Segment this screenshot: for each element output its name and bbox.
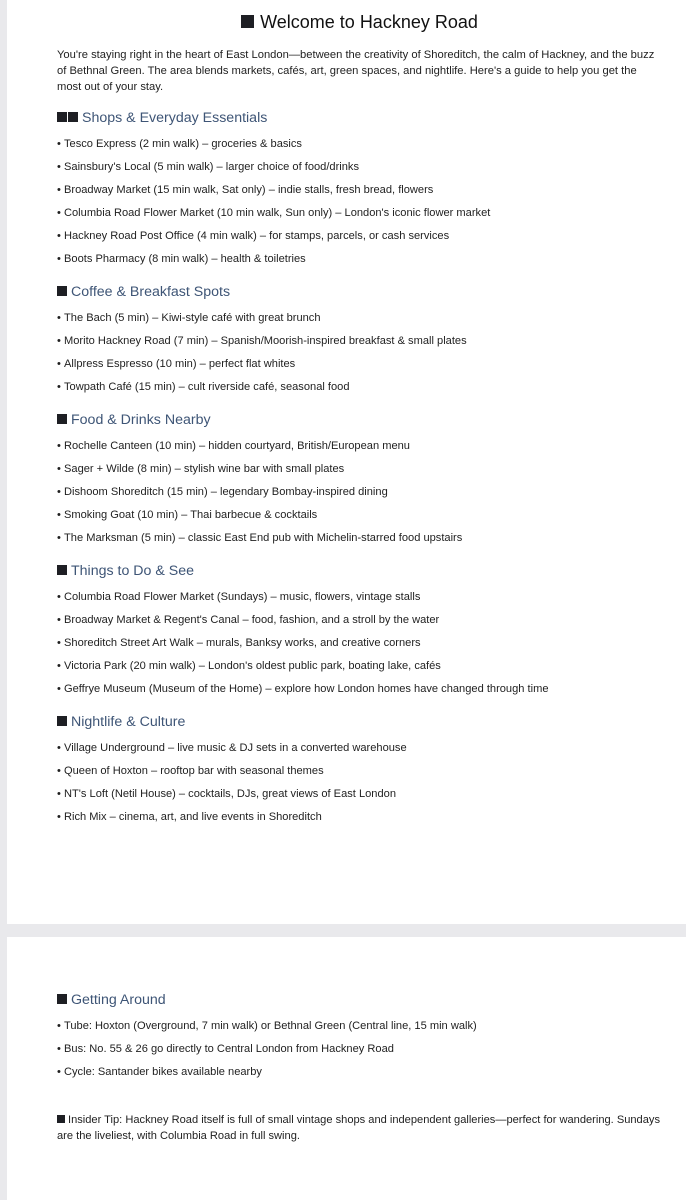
list-item-text: Bus: No. 55 & 26 go directly to Central London from Hackney Road xyxy=(64,1043,394,1055)
list-item-text: Rich Mix – cinema, art, and live events in Shoreditch xyxy=(64,811,322,823)
section-getting-around xyxy=(57,991,662,1084)
list-item xyxy=(57,609,662,632)
bullet: • xyxy=(57,381,61,393)
bullet: • xyxy=(57,811,61,823)
black-square-icon xyxy=(57,414,67,424)
list-item xyxy=(57,737,662,760)
list-item-text: Rochelle Canteen (10 min) – hidden courtyard, British/European menu xyxy=(64,440,410,452)
list-item-text: Allpress Espresso (10 min) – perfect flat whites xyxy=(64,358,296,370)
list-item-text: Morito Hackney Road (7 min) – Spanish/Moorish-inspired breakfast & small plates xyxy=(64,335,467,347)
list-item-text: Victoria Park (20 min walk) – London's oldest public park, boating lake, cafés xyxy=(64,660,441,672)
list-item xyxy=(57,179,662,202)
page-title-text: Welcome to Hackney Road xyxy=(260,12,478,32)
list-item xyxy=(57,156,662,179)
list-item-text: Boots Pharmacy (8 min walk) – health & toiletries xyxy=(64,253,306,265)
list-item-text: Broadway Market (15 min walk, Sat only) – indie stalls, fresh bread, flowers xyxy=(64,184,434,196)
section-heading-text: Shops & Everyday Essentials xyxy=(82,110,268,126)
section-nightlife xyxy=(57,713,662,829)
list-item-text: Geffrye Museum (Museum of the Home) – explore how London homes have changed through time xyxy=(64,683,549,695)
section-things-to-do xyxy=(57,562,662,701)
section-food-drinks xyxy=(57,411,662,550)
bullet: • xyxy=(57,509,61,521)
list-item xyxy=(57,783,662,806)
list-item-text: Cycle: Santander bikes available nearby xyxy=(64,1066,262,1078)
bullet: • xyxy=(57,230,61,242)
list-item-text: Smoking Goat (10 min) – Thai barbecue & cocktails xyxy=(64,509,318,521)
section-heading xyxy=(57,713,662,731)
bullet: • xyxy=(57,486,61,498)
bullet: • xyxy=(57,788,61,800)
black-square-icon xyxy=(57,716,67,726)
list-item-text: Columbia Road Flower Market (10 min walk, Sun only) – London's iconic flower market xyxy=(64,207,491,219)
bullet: • xyxy=(57,253,61,265)
list-item-text: Dishoom Shoreditch (15 min) – legendary Bombay-inspired dining xyxy=(64,486,388,498)
list-item xyxy=(57,481,662,504)
bullet: • xyxy=(57,742,61,754)
black-square-icon xyxy=(57,286,67,296)
item-list xyxy=(57,307,662,399)
section-shops xyxy=(57,109,662,271)
insider-tip xyxy=(57,1112,662,1144)
bullet: • xyxy=(57,161,61,173)
bullet: • xyxy=(57,683,61,695)
bullet: • xyxy=(57,637,61,649)
black-square-icon xyxy=(57,1115,65,1123)
list-item xyxy=(57,760,662,783)
list-item-text: The Bach (5 min) – Kiwi-style café with great brunch xyxy=(64,312,321,324)
list-item xyxy=(57,1061,662,1084)
list-item-text: Village Underground – live music & DJ sets in a converted warehouse xyxy=(64,742,407,754)
black-square-icon xyxy=(57,112,67,122)
section-heading xyxy=(57,562,662,580)
bullet: • xyxy=(57,138,61,150)
section-heading-text: Food & Drinks Nearby xyxy=(71,412,211,428)
list-item xyxy=(57,307,662,330)
item-list xyxy=(57,435,662,550)
bullet: • xyxy=(57,463,61,475)
section-heading-text: Getting Around xyxy=(71,992,166,1008)
bullet: • xyxy=(57,1043,61,1055)
black-square-icon xyxy=(241,15,254,28)
bullet: • xyxy=(57,184,61,196)
section-heading xyxy=(57,109,662,127)
list-item xyxy=(57,202,662,225)
list-item-text: Sainsbury's Local (5 min walk) – larger choice of food/drinks xyxy=(64,161,360,173)
list-item xyxy=(57,376,662,399)
list-item xyxy=(57,330,662,353)
list-item xyxy=(57,248,662,271)
list-item xyxy=(57,632,662,655)
list-item-text: Hackney Road Post Office (4 min walk) – for stamps, parcels, or cash services xyxy=(64,230,450,242)
list-item xyxy=(57,527,662,550)
list-item xyxy=(57,504,662,527)
list-item-text: Tube: Hoxton (Overground, 7 min walk) or Bethnal Green (Central line, 15 min walk) xyxy=(64,1020,477,1032)
bullet: • xyxy=(57,335,61,347)
list-item xyxy=(57,586,662,609)
item-list xyxy=(57,1015,662,1084)
list-item-text: Tesco Express (2 min walk) – groceries & basics xyxy=(64,138,302,150)
item-list xyxy=(57,586,662,701)
bullet: • xyxy=(57,614,61,626)
list-item-text: Broadway Market & Regent's Canal – food, fashion, and a stroll by the water xyxy=(64,614,440,626)
section-heading xyxy=(57,283,662,301)
list-item xyxy=(57,225,662,248)
list-item xyxy=(57,133,662,156)
list-item xyxy=(57,458,662,481)
list-item-text: The Marksman (5 min) – classic East End pub with Michelin-starred food upstairs xyxy=(64,532,463,544)
list-item xyxy=(57,1015,662,1038)
bullet: • xyxy=(57,591,61,603)
section-heading-text: Coffee & Breakfast Spots xyxy=(71,284,231,300)
bullet: • xyxy=(57,1020,61,1032)
section-coffee xyxy=(57,283,662,399)
bullet: • xyxy=(57,440,61,452)
page-title xyxy=(57,12,662,33)
list-item xyxy=(57,435,662,458)
item-list xyxy=(57,133,662,271)
bullet: • xyxy=(57,358,61,370)
section-heading-text: Things to Do & See xyxy=(71,563,195,579)
list-item-text: Towpath Café (15 min) – cult riverside café, seasonal food xyxy=(64,381,350,393)
list-item xyxy=(57,655,662,678)
bullet: • xyxy=(57,207,61,219)
list-item-text: Queen of Hoxton – rooftop bar with seasonal themes xyxy=(64,765,324,777)
document-page-1 xyxy=(7,0,686,924)
list-item xyxy=(57,353,662,376)
document-page-2 xyxy=(7,937,686,1200)
list-item-text: NT's Loft (Netil House) – cocktails, DJs, great views of East London xyxy=(64,788,396,800)
list-item xyxy=(57,1038,662,1061)
item-list xyxy=(57,737,662,829)
section-heading-text: Nightlife & Culture xyxy=(71,714,186,730)
list-item-text: Columbia Road Flower Market (Sundays) – music, flowers, vintage stalls xyxy=(64,591,421,603)
bullet: • xyxy=(57,532,61,544)
black-square-icon xyxy=(68,112,78,122)
section-heading xyxy=(57,991,662,1009)
section-heading xyxy=(57,411,662,429)
black-square-icon xyxy=(57,994,67,1004)
insider-tip-text: Insider Tip: Hackney Road itself is full of small vintage shops and independent galleries—perfect for wandering. Sundays are the liveliest, with Columbia Road in full swing. xyxy=(57,1114,660,1142)
bullet: • xyxy=(57,765,61,777)
list-item xyxy=(57,806,662,829)
list-item xyxy=(57,678,662,701)
bullet: • xyxy=(57,312,61,324)
bullet: • xyxy=(57,1066,61,1078)
black-square-icon xyxy=(57,565,67,575)
intro-paragraph: You're staying right in the heart of East London—between the creativity of Shoreditch, the calm of Hackney, and the buzz of Bethnal Green. The area blends markets, cafés, art, green spaces, and nightlife. Here's a guide to help you get the most out of your stay. xyxy=(57,49,655,93)
bullet: • xyxy=(57,660,61,672)
list-item-text: Sager + Wilde (8 min) – stylish wine bar with small plates xyxy=(64,463,345,475)
list-item-text: Shoreditch Street Art Walk – murals, Banksy works, and creative corners xyxy=(64,637,421,649)
